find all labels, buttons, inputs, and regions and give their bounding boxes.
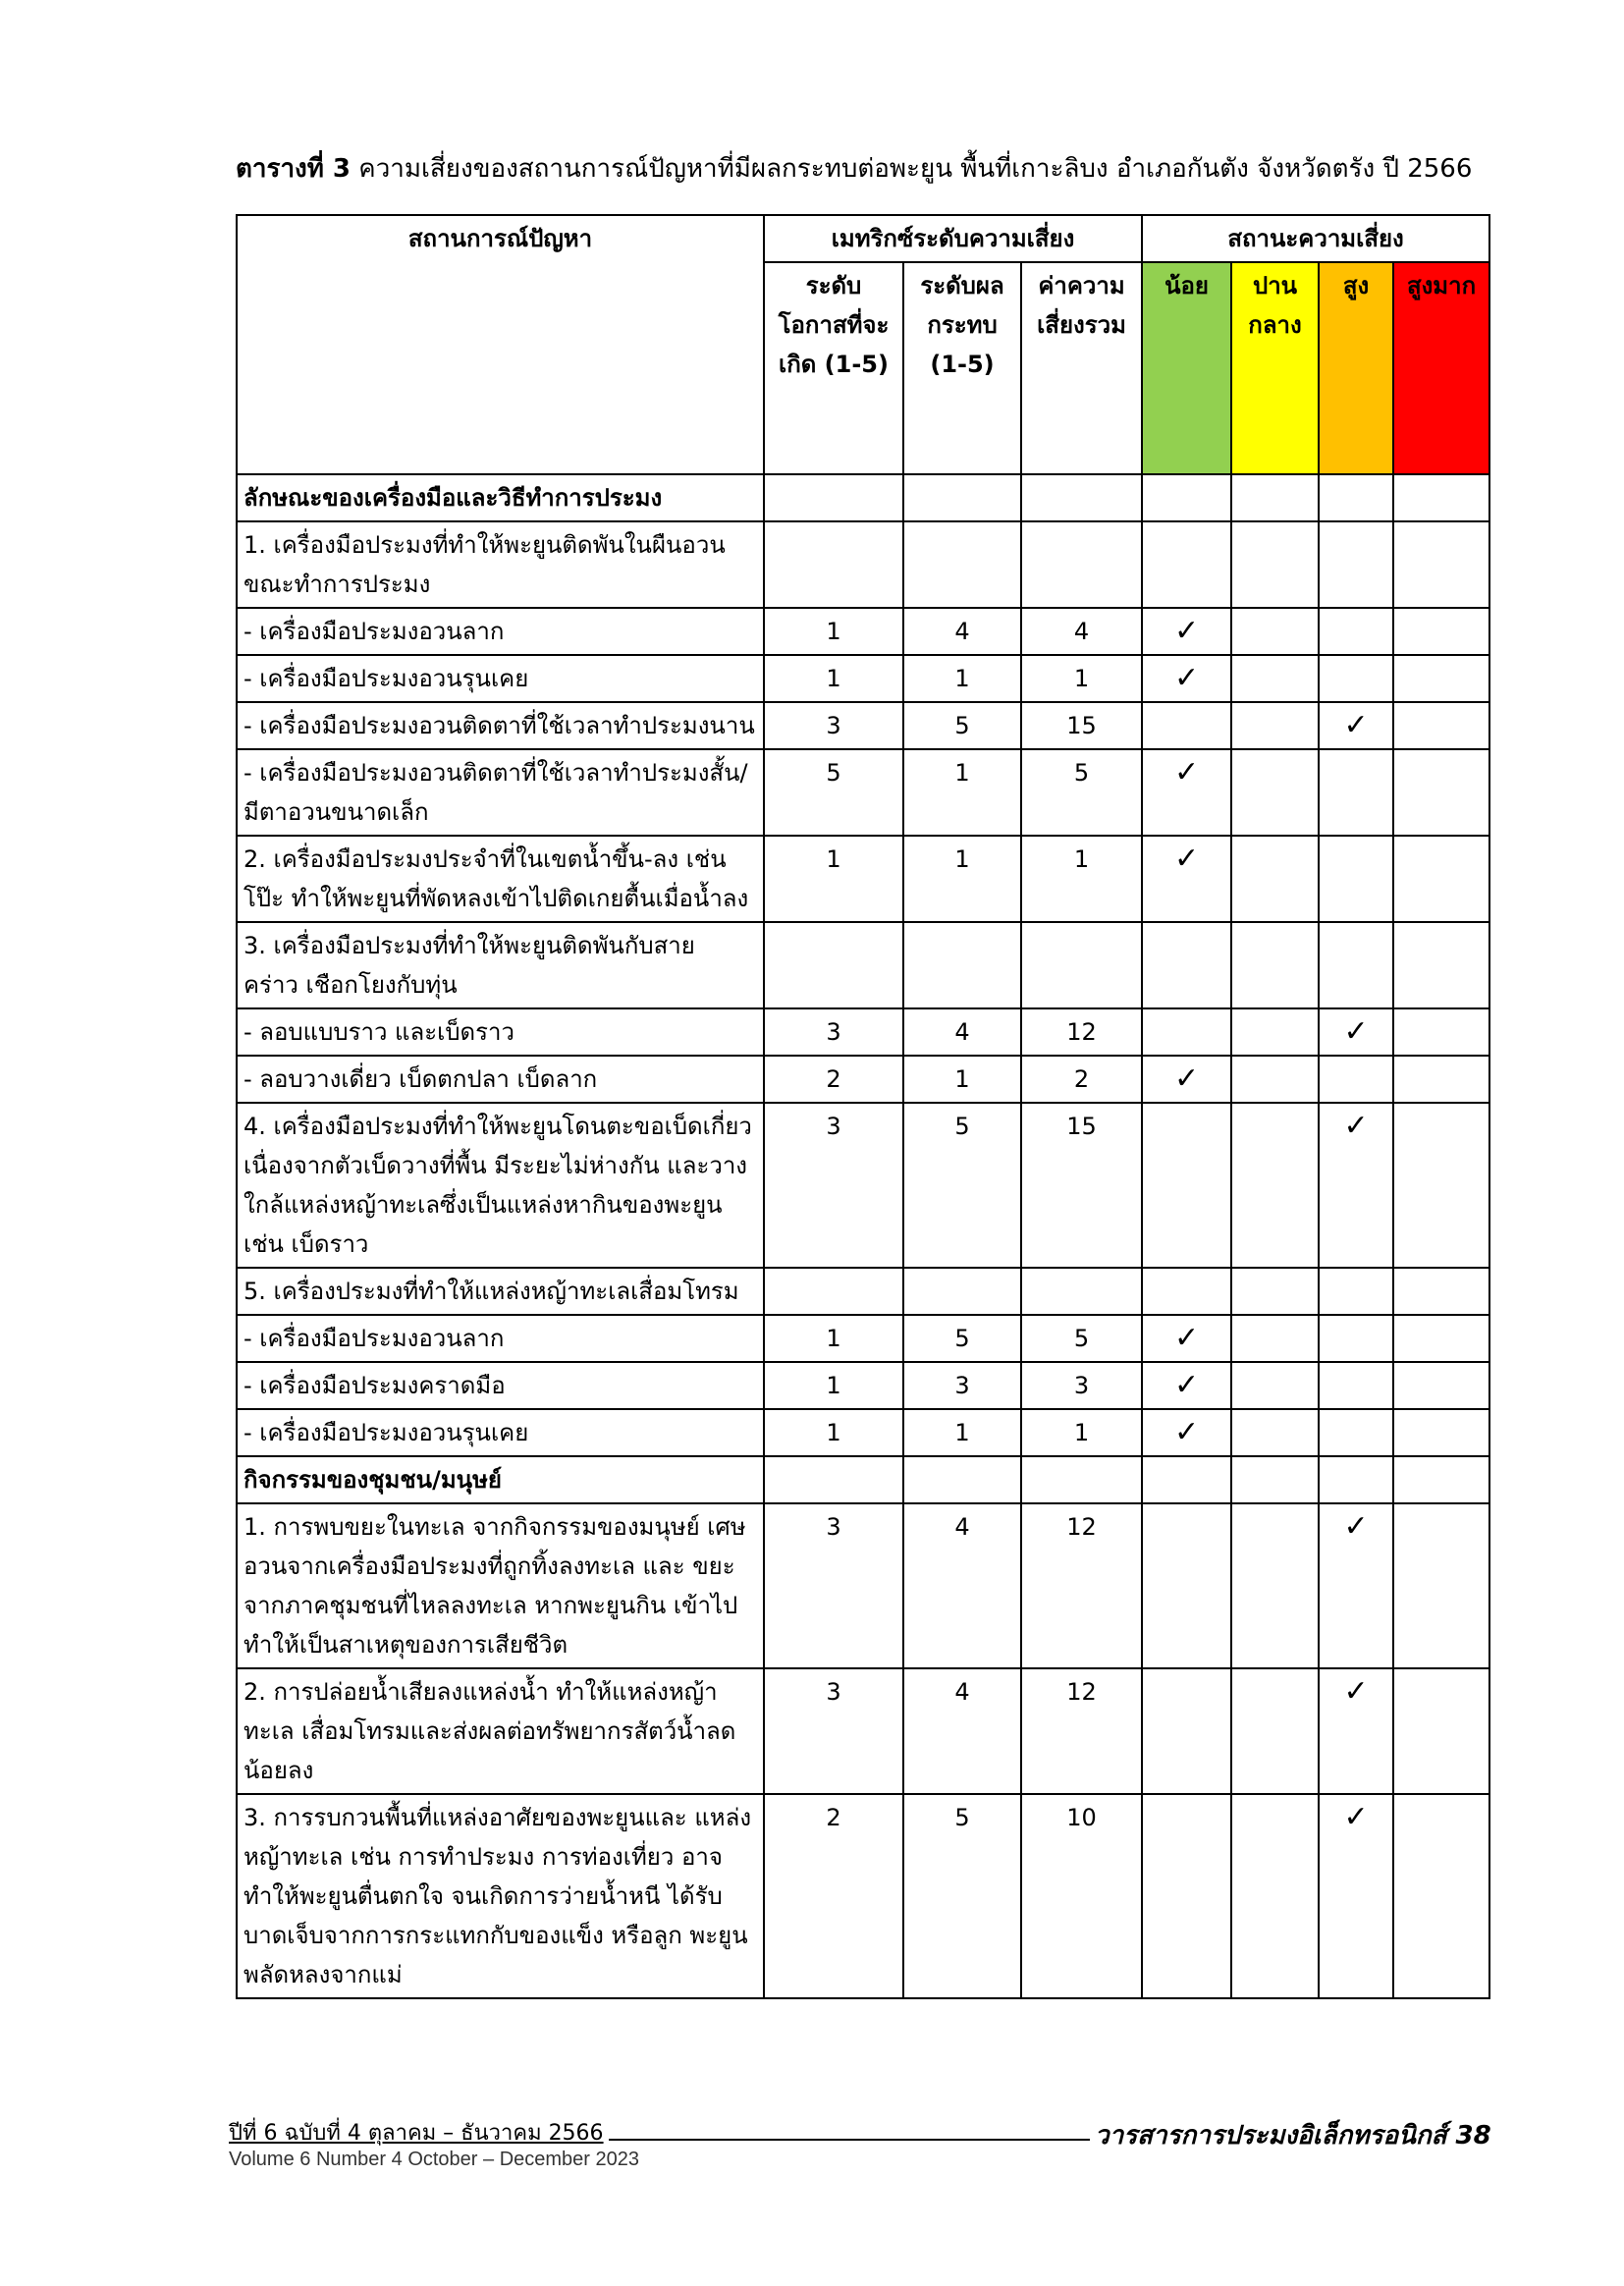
table-row (237, 1409, 1489, 1456)
section-row (237, 474, 1489, 521)
status-mid-cell (1231, 1056, 1319, 1103)
status-mid-cell (1231, 1103, 1319, 1268)
status-vhigh-cell (1393, 1409, 1489, 1456)
status-vhigh-cell (1393, 836, 1489, 922)
table-row (237, 1362, 1489, 1409)
likelihood-cell: 1 (764, 1409, 903, 1456)
likelihood-cell: 1 (764, 655, 903, 702)
status-low-cell (1142, 1315, 1231, 1362)
impact-cell (903, 521, 1021, 608)
table-row (237, 1056, 1489, 1103)
table-row (237, 1668, 1489, 1794)
check-icon: ✓ (1173, 661, 1200, 695)
table-caption-label: ตารางที่ 3 (236, 154, 352, 184)
status-vhigh-cell (1393, 1362, 1489, 1409)
impact-cell: 1 (903, 1056, 1021, 1103)
status-mid-cell (1231, 655, 1319, 702)
total-risk-cell (1021, 1268, 1142, 1315)
situation-cell: - เครื่องมือประมงอวนรุนเคย (237, 655, 764, 702)
impact-cell: 1 (903, 749, 1021, 836)
status-high-cell (1319, 1503, 1393, 1668)
status-vhigh-cell (1393, 749, 1489, 836)
impact-cell: 4 (903, 1503, 1021, 1668)
status-mid-cell (1231, 749, 1319, 836)
status-low-cell (1142, 1794, 1231, 1998)
check-icon: ✓ (1343, 1014, 1369, 1049)
status-high-cell (1319, 521, 1393, 608)
impact-cell: 1 (903, 655, 1021, 702)
status-vhigh-cell (1393, 1668, 1489, 1794)
likelihood-cell: 1 (764, 1362, 903, 1409)
situation-cell: 1. เครื่องมือประมงที่ทำให้พะยูนติดพันในผืนอวน ขณะทำการประมง (237, 521, 764, 608)
status-high-cell (1319, 1315, 1393, 1362)
status-vhigh-cell (1393, 521, 1489, 608)
status-high-cell (1319, 1409, 1393, 1456)
situation-cell: 3. เครื่องมือประมงที่ทำให้พะยูนติดพันกับสาย คร่าว เชือกโยงกับทุ่น (237, 922, 764, 1008)
status-high-cell (1319, 836, 1393, 922)
likelihood-cell: 1 (764, 1315, 903, 1362)
table-row (237, 1008, 1489, 1056)
header-level-mid: ปาน กลาง (1231, 262, 1319, 474)
status-mid-cell (1231, 1503, 1319, 1668)
status-vhigh-cell (1393, 702, 1489, 749)
header-situation: สถานการณ์ปัญหา (237, 215, 764, 474)
status-high-cell (1319, 655, 1393, 702)
status-high-cell (1319, 922, 1393, 1008)
table-row (237, 749, 1489, 836)
status-mid-cell (1231, 474, 1319, 521)
status-mid-cell (1231, 922, 1319, 1008)
status-vhigh-cell (1393, 1103, 1489, 1268)
check-icon: ✓ (1173, 1415, 1200, 1449)
status-low-cell (1142, 655, 1231, 702)
status-mid-cell (1231, 521, 1319, 608)
status-mid-cell (1231, 1794, 1319, 1998)
table-row (237, 1315, 1489, 1362)
situation-cell: - เครื่องมือประมงอวนลาก (237, 1315, 764, 1362)
header-impact: ระดับผล กระทบ (1-5) (903, 262, 1021, 474)
likelihood-cell: 3 (764, 1103, 903, 1268)
status-low-cell (1142, 702, 1231, 749)
check-icon: ✓ (1343, 1509, 1369, 1544)
likelihood-cell (764, 474, 903, 521)
situation-cell: 2. การปล่อยน้ำเสียลงแหล่งน้ำ ทำให้แหล่งหญ้าทะเล เสื่อมโทรมและส่งผลต่อทรัพยากรสัตว์น้ำลดน้อยลง (237, 1668, 764, 1794)
table-row (237, 608, 1489, 655)
total-risk-cell: 12 (1021, 1503, 1142, 1668)
likelihood-cell (764, 1268, 903, 1315)
status-mid-cell (1231, 1008, 1319, 1056)
situation-cell: - ลอบวางเดี่ยว เบ็ดตกปลา เบ็ดลาก (237, 1056, 764, 1103)
status-vhigh-cell (1393, 1794, 1489, 1998)
total-risk-cell: 1 (1021, 836, 1142, 922)
status-low-cell (1142, 1456, 1231, 1503)
total-risk-cell (1021, 474, 1142, 521)
status-low-cell (1142, 1008, 1231, 1056)
section-row (237, 1456, 1489, 1503)
check-icon: ✓ (1173, 755, 1200, 789)
impact-cell: 5 (903, 702, 1021, 749)
status-low-cell (1142, 608, 1231, 655)
situation-cell: - เครื่องมือประมงอวนติดตาที่ใช้เวลาทำประมงสั้น/ มีตาอวนขนาดเล็ก (237, 749, 764, 836)
status-high-cell (1319, 608, 1393, 655)
header-status: สถานะความเสี่ยง (1142, 215, 1489, 262)
impact-cell: 5 (903, 1794, 1021, 1998)
header-level-low: น้อย (1142, 262, 1231, 474)
status-high-cell (1319, 1268, 1393, 1315)
situation-cell: ลักษณะของเครื่องมือและวิธีทำการประมง (237, 474, 764, 521)
situation-cell: 3. การรบกวนพื้นที่แหล่งอาศัยของพะยูนและ แหล่งหญ้าทะเล เช่น การทำประมง การท่องเที่ยว อาจทำให้พะยูนตื่นตกใจ จนเกิดการว่ายน้ำหนี ได้รับบาดเจ็บจากการกระแทกกับของแข็ง หรือลูก พะยูนพลัดหลงจากแม่ (237, 1794, 764, 1998)
check-icon: ✓ (1173, 1368, 1200, 1402)
status-low-cell (1142, 1503, 1231, 1668)
status-mid-cell (1231, 702, 1319, 749)
total-risk-cell: 15 (1021, 1103, 1142, 1268)
status-low-cell (1142, 521, 1231, 608)
header-level-very-high: สูงมาก (1393, 262, 1489, 474)
impact-cell (903, 474, 1021, 521)
footer-rule (609, 2139, 1090, 2141)
header-matrix: เมทริกซ์ระดับความเสี่ยง (764, 215, 1142, 262)
total-risk-cell: 5 (1021, 749, 1142, 836)
impact-cell (903, 1268, 1021, 1315)
impact-cell: 5 (903, 1103, 1021, 1268)
total-risk-cell: 10 (1021, 1794, 1142, 1998)
footer-issue-english: Volume 6 Number 4 October – December 2023 (229, 2149, 639, 2170)
situation-cell: - เครื่องมือประมงอวนรุนเคย (237, 1409, 764, 1456)
table-row (237, 655, 1489, 702)
impact-cell: 4 (903, 1668, 1021, 1794)
impact-cell: 1 (903, 1409, 1021, 1456)
check-icon: ✓ (1173, 1321, 1200, 1355)
risk-table (236, 214, 1490, 1999)
impact-cell: 4 (903, 608, 1021, 655)
status-vhigh-cell (1393, 1008, 1489, 1056)
check-icon: ✓ (1343, 1674, 1369, 1709)
table-row (237, 1503, 1489, 1668)
likelihood-cell: 5 (764, 749, 903, 836)
total-risk-cell: 4 (1021, 608, 1142, 655)
total-risk-cell: 1 (1021, 1409, 1142, 1456)
status-vhigh-cell (1393, 1268, 1489, 1315)
total-risk-cell: 2 (1021, 1056, 1142, 1103)
situation-cell: กิจกรรมของชุมชน/มนุษย์ (237, 1456, 764, 1503)
likelihood-cell (764, 1456, 903, 1503)
impact-cell: 4 (903, 1008, 1021, 1056)
total-risk-cell (1021, 1456, 1142, 1503)
status-high-cell (1319, 702, 1393, 749)
status-high-cell (1319, 749, 1393, 836)
check-icon: ✓ (1343, 1800, 1369, 1834)
check-icon: ✓ (1173, 842, 1200, 876)
likelihood-cell: 3 (764, 702, 903, 749)
header-total: ค่าความ เสี่ยงรวม (1021, 262, 1142, 474)
situation-cell: 2. เครื่องมือประมงประจำที่ในเขตน้ำขึ้น-ลง เช่น โป๊ะ ทำให้พะยูนที่พัดหลงเข้าไปติดเกยตื้นเมื่อน้ำลง (237, 836, 764, 922)
likelihood-cell: 2 (764, 1056, 903, 1103)
likelihood-cell: 3 (764, 1668, 903, 1794)
status-mid-cell (1231, 836, 1319, 922)
situation-cell: 5. เครื่องประมงที่ทำให้แหล่งหญ้าทะเลเสื่อมโทรม (237, 1268, 764, 1315)
impact-cell: 5 (903, 1315, 1021, 1362)
impact-cell: 3 (903, 1362, 1021, 1409)
status-high-cell (1319, 1794, 1393, 1998)
table-row (237, 1268, 1489, 1315)
situation-cell: - ลอบแบบราว และเบ็ดราว (237, 1008, 764, 1056)
likelihood-cell: 2 (764, 1794, 903, 1998)
status-low-cell (1142, 1056, 1231, 1103)
check-icon: ✓ (1343, 708, 1369, 742)
status-vhigh-cell (1393, 474, 1489, 521)
status-low-cell (1142, 1268, 1231, 1315)
status-vhigh-cell (1393, 922, 1489, 1008)
total-risk-cell: 15 (1021, 702, 1142, 749)
impact-cell (903, 922, 1021, 1008)
table-row (237, 836, 1489, 922)
status-vhigh-cell (1393, 655, 1489, 702)
table-caption-text: ความเสี่ยงของสถานการณ์ปัญหาที่มีผลกระทบต่อพะยูน พื้นที่เกาะลิบง อำเภอกันตัง จังหวัดตรัง ปี 2566 (358, 154, 1473, 184)
status-low-cell (1142, 922, 1231, 1008)
status-low-cell (1142, 1362, 1231, 1409)
status-mid-cell (1231, 1362, 1319, 1409)
status-low-cell (1142, 1668, 1231, 1794)
status-mid-cell (1231, 1456, 1319, 1503)
status-high-cell (1319, 1456, 1393, 1503)
total-risk-cell (1021, 521, 1142, 608)
total-risk-cell: 1 (1021, 655, 1142, 702)
header-level-high: สูง (1319, 262, 1393, 474)
status-high-cell (1319, 1008, 1393, 1056)
likelihood-cell: 3 (764, 1503, 903, 1668)
footer-journal-title: วารสารการประมงอิเล็กทรอนิกส์ 38 (1095, 2121, 1491, 2150)
status-vhigh-cell (1393, 608, 1489, 655)
status-vhigh-cell (1393, 1315, 1489, 1362)
status-mid-cell (1231, 1409, 1319, 1456)
table-row (237, 702, 1489, 749)
status-high-cell (1319, 1668, 1393, 1794)
total-risk-cell: 5 (1021, 1315, 1142, 1362)
situation-cell: - เครื่องมือประมงคราดมือ (237, 1362, 764, 1409)
status-mid-cell (1231, 608, 1319, 655)
situation-cell: - เครื่องมือประมงอวนลาก (237, 608, 764, 655)
check-icon: ✓ (1173, 614, 1200, 648)
header-likelihood: ระดับ โอกาสที่จะ เกิด (1-5) (764, 262, 903, 474)
total-risk-cell: 12 (1021, 1008, 1142, 1056)
status-low-cell (1142, 836, 1231, 922)
situation-cell: - เครื่องมือประมงอวนติดตาที่ใช้เวลาทำประมงนาน (237, 702, 764, 749)
status-high-cell (1319, 1103, 1393, 1268)
risk-table-body (237, 474, 1489, 1998)
status-low-cell (1142, 1103, 1231, 1268)
status-low-cell (1142, 1409, 1231, 1456)
likelihood-cell (764, 922, 903, 1008)
header-row-1 (237, 215, 1489, 262)
likelihood-cell: 1 (764, 608, 903, 655)
check-icon: ✓ (1343, 1109, 1369, 1143)
status-vhigh-cell (1393, 1056, 1489, 1103)
situation-cell: 1. การพบขยะในทะเล จากกิจกรรมของมนุษย์ เศษอวนจากเครื่องมือประมงที่ถูกทิ้งลงทะเล และ ขยะจากภาคชุมชนที่ไหลลงทะเล หากพะยูนกิน เข้าไปทำให้เป็นสาเหตุของการเสียชีวิต (237, 1503, 764, 1668)
status-low-cell (1142, 474, 1231, 521)
check-icon: ✓ (1173, 1061, 1200, 1096)
status-low-cell (1142, 749, 1231, 836)
impact-cell: 1 (903, 836, 1021, 922)
total-risk-cell: 3 (1021, 1362, 1142, 1409)
table-row (237, 922, 1489, 1008)
likelihood-cell: 1 (764, 836, 903, 922)
total-risk-cell: 12 (1021, 1668, 1142, 1794)
likelihood-cell (764, 521, 903, 608)
status-vhigh-cell (1393, 1456, 1489, 1503)
situation-cell: 4. เครื่องมือประมงที่ทำให้พะยูนโดนตะขอเบ็ดเกี่ยว เนื่องจากตัวเบ็ดวางที่พื้น มีระยะไม่ห่างกัน และวาง ใกล้แหล่งหญ้าทะเลซึ่งเป็นแหล่งหากินของพะยูน เช่น เบ็ดราว (237, 1103, 764, 1268)
status-high-cell (1319, 474, 1393, 521)
total-risk-cell (1021, 922, 1142, 1008)
status-high-cell (1319, 1362, 1393, 1409)
footer-issue-thai: ปีที่ 6 ฉบับที่ 4 ตุลาคม – ธันวาคม 2566 (229, 2121, 604, 2146)
likelihood-cell: 3 (764, 1008, 903, 1056)
status-mid-cell (1231, 1268, 1319, 1315)
table-row (237, 1794, 1489, 1998)
status-mid-cell (1231, 1668, 1319, 1794)
status-vhigh-cell (1393, 1503, 1489, 1668)
status-high-cell (1319, 1056, 1393, 1103)
table-row (237, 1103, 1489, 1268)
impact-cell (903, 1456, 1021, 1503)
table-row (237, 521, 1489, 608)
status-mid-cell (1231, 1315, 1319, 1362)
table-caption (236, 149, 1512, 189)
